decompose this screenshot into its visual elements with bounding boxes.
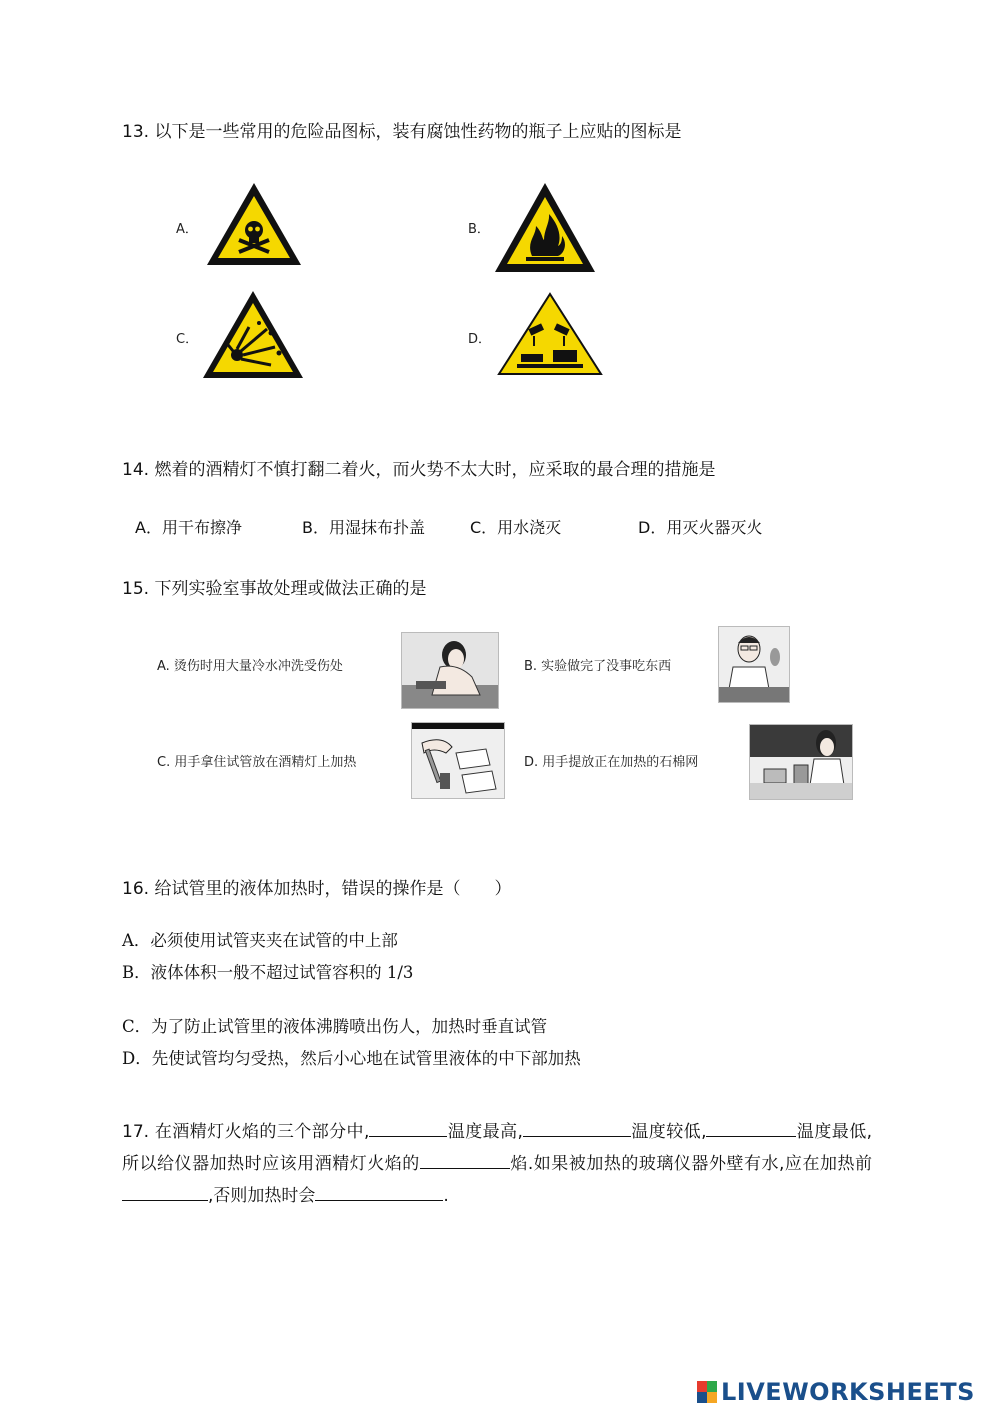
- q17-blank-5[interactable]: [122, 1182, 208, 1201]
- hand-lifting-gauze-illustration: [749, 724, 853, 800]
- q17-part-2: 温度最高,: [447, 1122, 523, 1142]
- liveworksheets-brand-text: LIVEWORKSHEETS: [721, 1378, 975, 1406]
- q17-part-7: .: [443, 1186, 449, 1206]
- question-15-text: 15. 下列实验室事故处理或做法正确的是: [122, 579, 427, 599]
- question-17-paragraph: [122, 1116, 872, 1212]
- q16-option-d: D．先使试管均匀受热，然后小心地在试管里液体的中下部加热: [122, 1049, 581, 1068]
- q17-blank-2[interactable]: [523, 1118, 631, 1137]
- q15-option-a: A. 烫伤时用大量冷水冲洗受伤处: [157, 659, 343, 674]
- question-14-text: 14. 燃着的酒精灯不慎打翻二着火，而火势不太大时，应采取的最合理的措施是: [122, 460, 716, 480]
- question-13-text: 13. 以下是一些常用的危险品图标，装有腐蚀性药物的瓶子上应贴的图标是: [122, 122, 682, 142]
- hand-holding-test-tube-illustration: [411, 722, 505, 799]
- q13-option-d-label: D．: [468, 332, 492, 347]
- q16-option-b: B．液体体积一般不超过试管容积的 1/3: [122, 963, 414, 982]
- question-16-text: 16. 给试管里的液体加热时，错误的操作是（ ）: [122, 879, 512, 899]
- burn-cooling-illustration: [401, 632, 499, 709]
- eating-in-lab-illustration: [718, 626, 790, 703]
- q15-option-d: D. 用手提放正在加热的石棉网: [524, 755, 699, 770]
- q17-part-4: 温度最低,所以给仪器加热时应该用酒精灯火焰的: [122, 1122, 873, 1174]
- q16-option-c: C．为了防止试管里的液体沸腾喷出伤人，加热时垂直试管: [122, 1017, 548, 1036]
- q17-blank-3[interactable]: [706, 1118, 796, 1137]
- q16-option-a: A．必须使用试管夹夹在试管的中上部: [122, 931, 398, 950]
- q14-option-b: B．用湿抹布扑盖: [302, 518, 425, 537]
- q17-part-6: ,否则加热时会: [208, 1186, 316, 1206]
- corrosive-icon: [497, 292, 603, 376]
- liveworksheets-logo-icon: [697, 1381, 717, 1403]
- q17-blank-6[interactable]: [315, 1182, 443, 1201]
- q14-option-c: C．用水浇灭: [470, 518, 562, 537]
- q13-option-b-label: B．: [468, 222, 490, 237]
- q14-option-a: A．用干布擦净: [135, 518, 242, 537]
- q17-blank-1[interactable]: [369, 1118, 447, 1137]
- q17-blank-4[interactable]: [420, 1150, 510, 1169]
- liveworksheets-logo[interactable]: [697, 1378, 975, 1406]
- q17-part-1: 17. 在酒精灯火焰的三个部分中,: [122, 1122, 370, 1142]
- q17-part-5: 焰.如果被加热的玻璃仪器外壁有水,应在加热前: [509, 1154, 873, 1174]
- q15-option-b: B. 实验做完了没事吃东西: [524, 659, 672, 674]
- q13-option-c-label: C．: [176, 332, 199, 347]
- toxic-skull-icon: [204, 180, 304, 268]
- q14-option-d: D．用灭火器灭火: [638, 518, 763, 537]
- q17-part-3: 温度较低,: [630, 1122, 707, 1142]
- q15-option-c: C. 用手拿住试管放在酒精灯上加热: [157, 755, 357, 770]
- flammable-flame-icon: [492, 180, 598, 275]
- q13-option-a-label: A．: [176, 222, 198, 237]
- explosive-icon: [201, 289, 305, 381]
